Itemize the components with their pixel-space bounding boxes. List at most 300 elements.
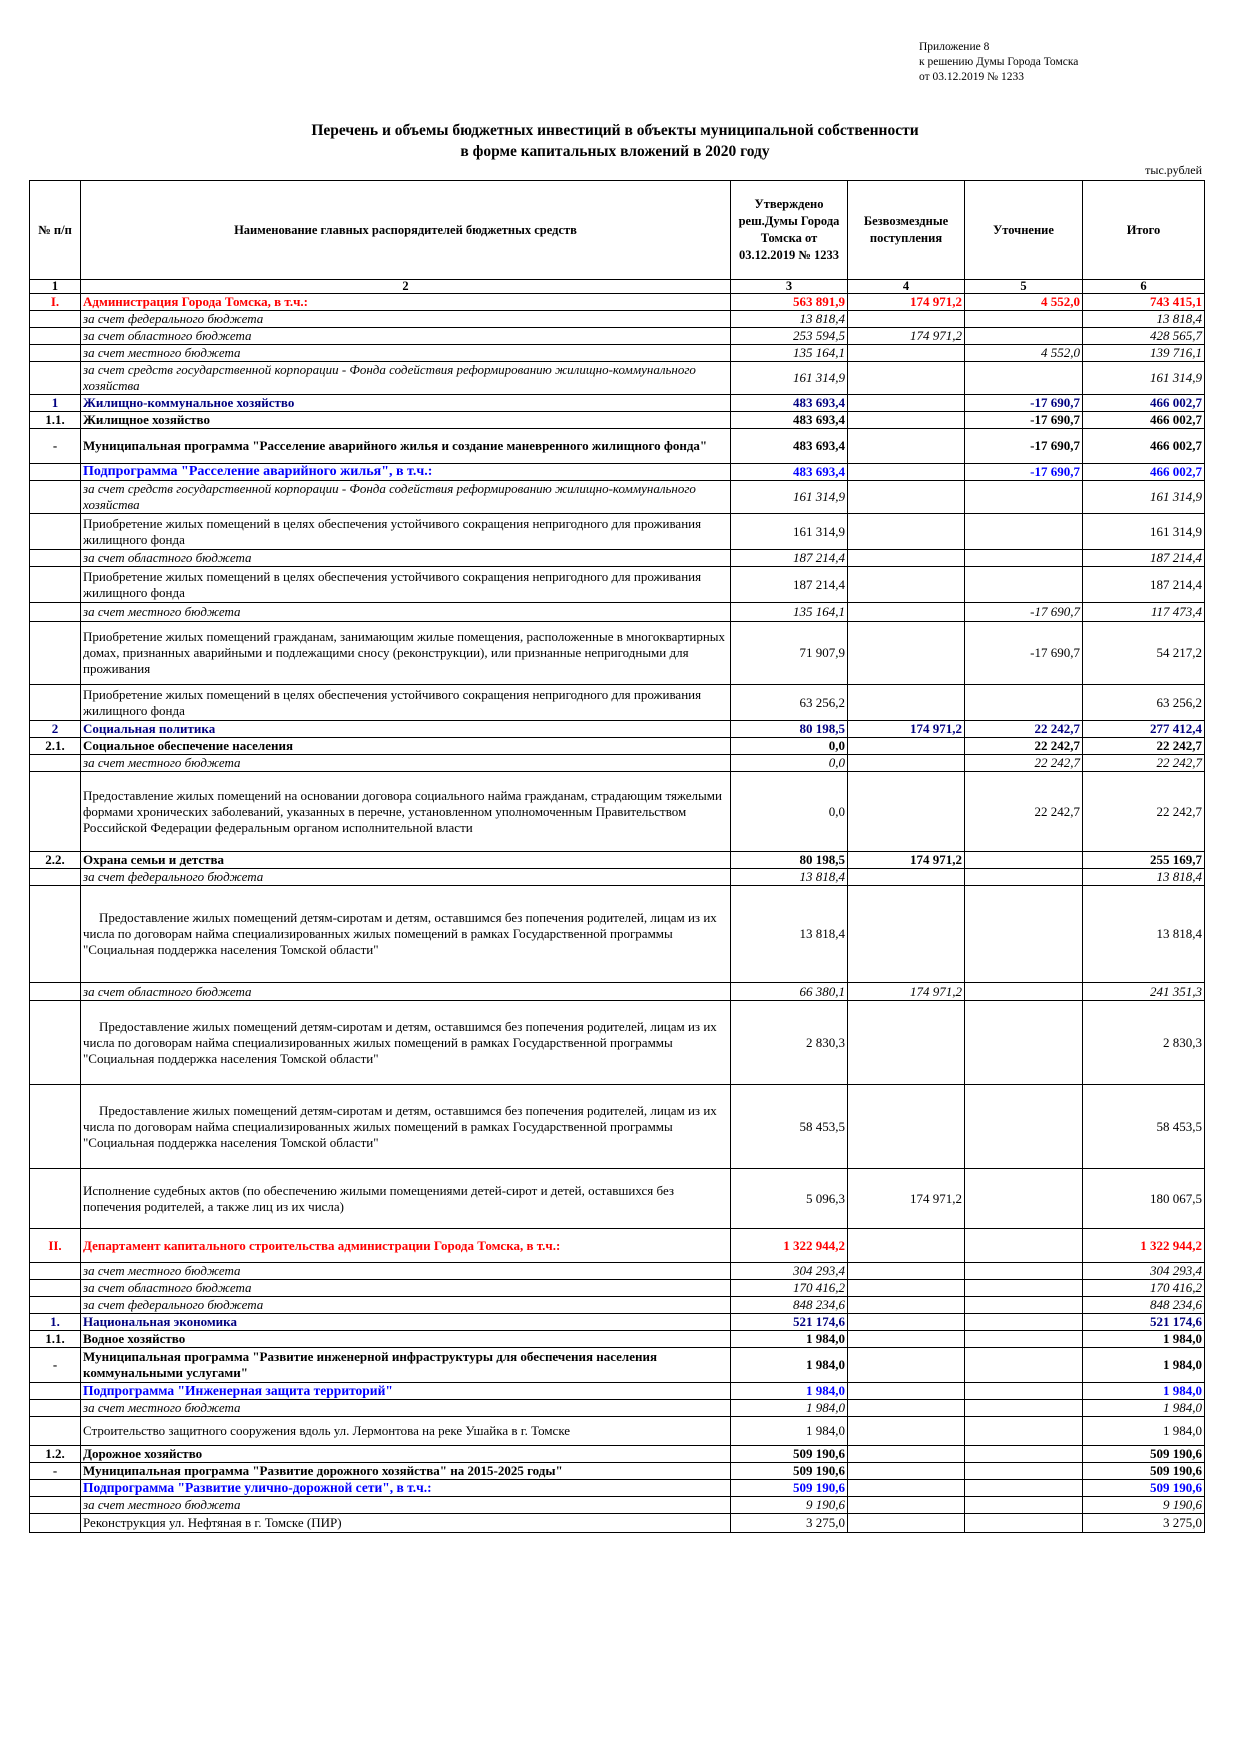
row-adjustment [965, 685, 1083, 721]
appendix-line-1: Приложение 8 [919, 41, 990, 53]
table-row [30, 869, 1205, 886]
table-row [30, 1331, 1205, 1348]
row-name: Приобретение жилых помещений в целях обеспечения устойчивого сокращения непригодного для проживания жилищного фонда [81, 685, 731, 721]
row-name: Предоставление жилых помещений на основании договора социального найма гражданам, страдающим тяжелыми формами хронических заболеваний, указанных в перечне, установленном уполномоченным Правительством Российской Федерации федеральным органом исполнительной власти [81, 772, 731, 852]
row-approved: 135 164,1 [731, 345, 848, 362]
row-adjustment: 22 242,7 [965, 755, 1083, 772]
column-number: 4 [848, 280, 965, 294]
row-approved: 13 818,4 [731, 869, 848, 886]
row-adjustment [965, 1348, 1083, 1383]
header-adjustment: Уточнение [965, 181, 1083, 280]
row-number [30, 755, 81, 772]
row-adjustment [965, 1331, 1083, 1348]
row-number [30, 1383, 81, 1400]
row-number [30, 1497, 81, 1514]
table-row [30, 294, 1205, 311]
row-name: Строительство защитного сооружения вдоль ул. Лермонтова на реке Ушайка в г. Томске [81, 1417, 731, 1446]
header-number: № п/п [30, 181, 81, 280]
table-row [30, 622, 1205, 685]
row-name: Предоставление жилых помещений детям-сиротам и детям, оставшимся без попечения родителей, лицам из их числа по договорам найма специализированных жилых помещений в рамках Государственной программы "Социальная поддержка населения Томской области" [81, 1001, 731, 1085]
column-number: 3 [731, 280, 848, 294]
row-name: Жилищно-коммунальное хозяйство [81, 395, 731, 412]
row-grants [848, 464, 965, 481]
row-grants [848, 514, 965, 550]
row-grants [848, 1280, 965, 1297]
row-grants: 174 971,2 [848, 294, 965, 311]
row-number [30, 311, 81, 328]
table-row [30, 1417, 1205, 1446]
row-number [30, 886, 81, 983]
row-approved: 58 453,5 [731, 1085, 848, 1169]
appendix-line-2: к решению Думы Города Томска [919, 56, 1079, 68]
table-row [30, 886, 1205, 983]
row-approved: 253 594,5 [731, 328, 848, 345]
units-label: тыс.рублей [1145, 163, 1202, 177]
row-total: 63 256,2 [1083, 685, 1205, 721]
row-grants [848, 603, 965, 622]
row-name: за счет средств государственной корпорации - Фонда содействия реформированию жилищно-коммунального хозяйства [81, 362, 731, 395]
row-name: за счет областного бюджета [81, 983, 731, 1001]
row-adjustment [965, 1480, 1083, 1497]
row-number: II. [30, 1229, 81, 1263]
row-name: за счет федерального бюджета [81, 869, 731, 886]
table-row [30, 1169, 1205, 1229]
row-adjustment [965, 311, 1083, 328]
row-approved: 521 174,6 [731, 1314, 848, 1331]
table-row [30, 852, 1205, 869]
row-name: за счет местного бюджета [81, 1497, 731, 1514]
row-grants [848, 685, 965, 721]
row-approved: 563 891,9 [731, 294, 848, 311]
row-name: Приобретение жилых помещений в целях обеспечения устойчивого сокращения непригодного для проживания жилищного фонда [81, 567, 731, 603]
table-row [30, 464, 1205, 481]
column-number: 5 [965, 280, 1083, 294]
row-adjustment [965, 1417, 1083, 1446]
row-number [30, 550, 81, 567]
row-approved: 848 234,6 [731, 1297, 848, 1314]
row-adjustment [965, 1446, 1083, 1463]
row-adjustment [965, 1263, 1083, 1280]
table-row [30, 1001, 1205, 1085]
row-grants [848, 1229, 965, 1263]
row-total: 743 415,1 [1083, 294, 1205, 311]
row-number [30, 328, 81, 345]
table-row [30, 362, 1205, 395]
row-number: 1.1. [30, 1331, 81, 1348]
row-total: 255 169,7 [1083, 852, 1205, 869]
row-number: 2.1. [30, 738, 81, 755]
table-body [30, 294, 1205, 1533]
row-approved: 509 190,6 [731, 1463, 848, 1480]
row-adjustment: -17 690,7 [965, 603, 1083, 622]
row-number [30, 1085, 81, 1169]
row-approved: 161 314,9 [731, 481, 848, 514]
row-number [30, 1417, 81, 1446]
row-adjustment [965, 1169, 1083, 1229]
row-name: за счет областного бюджета [81, 1280, 731, 1297]
row-adjustment [965, 1297, 1083, 1314]
row-grants: 174 971,2 [848, 852, 965, 869]
row-grants [848, 1263, 965, 1280]
row-grants: 174 971,2 [848, 721, 965, 738]
row-grants: 174 971,2 [848, 983, 965, 1001]
row-adjustment [965, 1497, 1083, 1514]
row-approved: 304 293,4 [731, 1263, 848, 1280]
row-approved: 63 256,2 [731, 685, 848, 721]
row-total: 9 190,6 [1083, 1497, 1205, 1514]
row-number: - [30, 1348, 81, 1383]
table-row [30, 1297, 1205, 1314]
row-number: 1.1. [30, 412, 81, 429]
row-grants [848, 1446, 965, 1463]
row-total: 161 314,9 [1083, 514, 1205, 550]
row-total: 180 067,5 [1083, 1169, 1205, 1229]
row-total: 187 214,4 [1083, 567, 1205, 603]
row-grants [848, 1331, 965, 1348]
row-approved: 1 984,0 [731, 1348, 848, 1383]
row-number [30, 345, 81, 362]
row-total: 13 818,4 [1083, 886, 1205, 983]
row-name: Реконструкция ул. Нефтяная в г. Томске (ПИР) [81, 1514, 731, 1533]
row-adjustment [965, 362, 1083, 395]
row-total: 466 002,7 [1083, 464, 1205, 481]
row-total: 509 190,6 [1083, 1446, 1205, 1463]
row-adjustment: -17 690,7 [965, 464, 1083, 481]
table-row [30, 311, 1205, 328]
row-name: за счет местного бюджета [81, 345, 731, 362]
table-row [30, 1446, 1205, 1463]
row-approved: 483 693,4 [731, 395, 848, 412]
row-adjustment: -17 690,7 [965, 395, 1083, 412]
row-total: 304 293,4 [1083, 1263, 1205, 1280]
row-number [30, 464, 81, 481]
row-total: 521 174,6 [1083, 1314, 1205, 1331]
table-row [30, 395, 1205, 412]
row-number: 1 [30, 395, 81, 412]
row-approved: 509 190,6 [731, 1446, 848, 1463]
table-row [30, 983, 1205, 1001]
row-name: за счет федерального бюджета [81, 311, 731, 328]
row-total: 187 214,4 [1083, 550, 1205, 567]
row-total: 1 322 944,2 [1083, 1229, 1205, 1263]
row-approved: 13 818,4 [731, 886, 848, 983]
row-approved: 187 214,4 [731, 567, 848, 603]
row-grants [848, 412, 965, 429]
row-total: 13 818,4 [1083, 311, 1205, 328]
title-line-2: в форме капитальных вложений в 2020 году [460, 143, 770, 160]
table-row [30, 567, 1205, 603]
row-name: Водное хозяйство [81, 1331, 731, 1348]
row-adjustment: -17 690,7 [965, 429, 1083, 464]
row-adjustment: 4 552,0 [965, 345, 1083, 362]
column-number: 2 [81, 280, 731, 294]
row-number: 1.2. [30, 1446, 81, 1463]
row-total: 3 275,0 [1083, 1514, 1205, 1533]
row-total: 22 242,7 [1083, 755, 1205, 772]
row-adjustment [965, 852, 1083, 869]
row-grants [848, 345, 965, 362]
row-approved: 80 198,5 [731, 721, 848, 738]
column-number-row [30, 280, 1205, 294]
row-approved: 161 314,9 [731, 362, 848, 395]
row-adjustment [965, 1463, 1083, 1480]
row-total: 241 351,3 [1083, 983, 1205, 1001]
row-name: за счет средств государственной корпорации - Фонда содействия реформированию жилищно-коммунального хозяйства [81, 481, 731, 514]
row-adjustment: -17 690,7 [965, 412, 1083, 429]
row-approved: 5 096,3 [731, 1169, 848, 1229]
row-approved: 3 275,0 [731, 1514, 848, 1533]
table-row [30, 772, 1205, 852]
appendix-note [919, 40, 1219, 85]
row-number [30, 514, 81, 550]
row-name: за счет местного бюджета [81, 1400, 731, 1417]
row-approved: 170 416,2 [731, 1280, 848, 1297]
row-total: 161 314,9 [1083, 362, 1205, 395]
row-grants: 174 971,2 [848, 328, 965, 345]
row-number [30, 869, 81, 886]
row-total: 1 984,0 [1083, 1331, 1205, 1348]
row-grants [848, 1314, 965, 1331]
table-row [30, 481, 1205, 514]
row-adjustment [965, 886, 1083, 983]
row-adjustment: 22 242,7 [965, 738, 1083, 755]
row-number: 1. [30, 1314, 81, 1331]
row-adjustment [965, 1001, 1083, 1085]
row-approved: 483 693,4 [731, 464, 848, 481]
row-total: 1 984,0 [1083, 1400, 1205, 1417]
row-name: Приобретение жилых помещений гражданам, занимающим жилые помещения, расположенные в многоквартирных домах, признанных аварийными и подлежащими сносу (реконструкции), или признанные непригодными для проживания [81, 622, 731, 685]
row-name: Дорожное хозяйство [81, 1446, 731, 1463]
row-name: Национальная экономика [81, 1314, 731, 1331]
row-number [30, 1280, 81, 1297]
row-approved: 0,0 [731, 772, 848, 852]
table-row [30, 1229, 1205, 1263]
row-grants [848, 1480, 965, 1497]
row-approved: 1 984,0 [731, 1400, 848, 1417]
row-name: Подпрограмма "Развитие улично-дорожной сети", в т.ч.: [81, 1480, 731, 1497]
row-total: 466 002,7 [1083, 395, 1205, 412]
row-total: 848 234,6 [1083, 1297, 1205, 1314]
row-adjustment: -17 690,7 [965, 622, 1083, 685]
header-approved: Утверждено реш.Думы Города Томска от 03.12.2019 № 1233 [731, 181, 848, 280]
column-number: 6 [1083, 280, 1205, 294]
row-grants [848, 772, 965, 852]
row-name: Охрана семьи и детства [81, 852, 731, 869]
row-number [30, 603, 81, 622]
table-row [30, 1314, 1205, 1331]
row-grants [848, 550, 965, 567]
table-row [30, 603, 1205, 622]
row-grants [848, 622, 965, 685]
row-adjustment [965, 567, 1083, 603]
row-number [30, 567, 81, 603]
row-total: 22 242,7 [1083, 738, 1205, 755]
row-approved: 2 830,3 [731, 1001, 848, 1085]
row-total: 466 002,7 [1083, 429, 1205, 464]
row-name: за счет областного бюджета [81, 550, 731, 567]
row-name: Социальное обеспечение населения [81, 738, 731, 755]
row-grants [848, 755, 965, 772]
row-grants [848, 481, 965, 514]
table-row [30, 412, 1205, 429]
table-row [30, 429, 1205, 464]
row-name: за счет местного бюджета [81, 1263, 731, 1280]
row-number: I. [30, 294, 81, 311]
row-adjustment [965, 869, 1083, 886]
row-number [30, 622, 81, 685]
row-name: Предоставление жилых помещений детям-сиротам и детям, оставшимся без попечения родителей, лицам из их числа по договорам найма специализированных жилых помещений в рамках Государственной программы "Социальная поддержка населения Томской области" [81, 886, 731, 983]
row-grants [848, 738, 965, 755]
table-row [30, 721, 1205, 738]
row-name: Муниципальная программа "Расселение аварийного жилья и создание маневренного жилищного фонда" [81, 429, 731, 464]
row-total: 58 453,5 [1083, 1085, 1205, 1169]
table-row [30, 685, 1205, 721]
row-number [30, 1297, 81, 1314]
row-grants [848, 1400, 965, 1417]
row-approved: 161 314,9 [731, 514, 848, 550]
table-row [30, 1348, 1205, 1383]
table-row [30, 1280, 1205, 1297]
row-total: 1 984,0 [1083, 1383, 1205, 1400]
table-row [30, 1383, 1205, 1400]
row-grants [848, 1297, 965, 1314]
row-adjustment [965, 1085, 1083, 1169]
column-number: 1 [30, 280, 81, 294]
row-name: за счет областного бюджета [81, 328, 731, 345]
row-adjustment [965, 1383, 1083, 1400]
row-number [30, 983, 81, 1001]
row-adjustment: 22 242,7 [965, 772, 1083, 852]
row-name: Жилищное хозяйство [81, 412, 731, 429]
row-adjustment [965, 1280, 1083, 1297]
row-approved: 1 984,0 [731, 1331, 848, 1348]
row-total: 277 412,4 [1083, 721, 1205, 738]
row-grants [848, 1497, 965, 1514]
row-total: 22 242,7 [1083, 772, 1205, 852]
row-grants [848, 1085, 965, 1169]
row-name: Подпрограмма "Инженерная защита территорий" [81, 1383, 731, 1400]
row-adjustment [965, 1229, 1083, 1263]
row-approved: 9 190,6 [731, 1497, 848, 1514]
row-adjustment [965, 481, 1083, 514]
row-grants [848, 429, 965, 464]
row-total: 466 002,7 [1083, 412, 1205, 429]
row-number [30, 1169, 81, 1229]
row-approved: 1 984,0 [731, 1383, 848, 1400]
row-grants [848, 1463, 965, 1480]
table-row [30, 345, 1205, 362]
table-row [30, 1085, 1205, 1169]
table-row [30, 738, 1205, 755]
row-total: 54 217,2 [1083, 622, 1205, 685]
header-name: Наименование главных распорядителей бюджетных средств [81, 181, 731, 280]
table-row [30, 755, 1205, 772]
row-grants [848, 886, 965, 983]
row-name: Подпрограмма "Расселение аварийного жилья", в т.ч.: [81, 464, 731, 481]
row-grants [848, 362, 965, 395]
row-adjustment [965, 1514, 1083, 1533]
row-name: за счет местного бюджета [81, 603, 731, 622]
row-total: 117 473,4 [1083, 603, 1205, 622]
row-name: Муниципальная программа "Развитие дорожного хозяйства" на 2015-2025 годы" [81, 1463, 731, 1480]
row-adjustment [965, 1314, 1083, 1331]
table-row [30, 1400, 1205, 1417]
header-grants: Безвозмездные поступления [848, 181, 965, 280]
row-name: Администрация Города Томска, в т.ч.: [81, 294, 731, 311]
row-approved: 187 214,4 [731, 550, 848, 567]
row-approved: 509 190,6 [731, 1480, 848, 1497]
row-approved: 135 164,1 [731, 603, 848, 622]
row-name: Предоставление жилых помещений детям-сиротам и детям, оставшимся без попечения родителей, лицам из их числа по договорам найма специализированных жилых помещений в рамках Государственной программы "Социальная поддержка населения Томской области" [81, 1085, 731, 1169]
row-grants [848, 395, 965, 412]
row-approved: 483 693,4 [731, 412, 848, 429]
row-adjustment [965, 514, 1083, 550]
row-total: 1 984,0 [1083, 1348, 1205, 1383]
table-row [30, 1480, 1205, 1497]
row-number [30, 481, 81, 514]
row-name: Муниципальная программа "Развитие инженерной инфраструктуры для обеспечения населения коммунальными услугами" [81, 1348, 731, 1383]
row-name: Социальная политика [81, 721, 731, 738]
row-number [30, 1001, 81, 1085]
table-row [30, 1514, 1205, 1533]
row-number [30, 362, 81, 395]
row-total: 2 830,3 [1083, 1001, 1205, 1085]
row-total: 161 314,9 [1083, 481, 1205, 514]
table-row [30, 1463, 1205, 1480]
row-grants [848, 1348, 965, 1383]
row-number [30, 1263, 81, 1280]
row-total: 170 416,2 [1083, 1280, 1205, 1297]
table-header-row [30, 181, 1205, 280]
row-grants: 174 971,2 [848, 1169, 965, 1229]
row-name: за счет местного бюджета [81, 755, 731, 772]
row-number: 2 [30, 721, 81, 738]
budget-table [29, 180, 1205, 1533]
row-grants [848, 1417, 965, 1446]
row-total: 509 190,6 [1083, 1480, 1205, 1497]
row-adjustment: 22 242,7 [965, 721, 1083, 738]
row-grants [848, 1514, 965, 1533]
row-name: Приобретение жилых помещений в целях обеспечения устойчивого сокращения непригодного для проживания жилищного фонда [81, 514, 731, 550]
row-grants [848, 311, 965, 328]
row-number [30, 685, 81, 721]
row-approved: 1 322 944,2 [731, 1229, 848, 1263]
row-number [30, 1400, 81, 1417]
table-row [30, 1263, 1205, 1280]
appendix-line-3: от 03.12.2019 № 1233 [919, 71, 1024, 83]
title-line-1: Перечень и объемы бюджетных инвестиций в объекты муниципальной собственности [311, 122, 919, 139]
table-row [30, 514, 1205, 550]
row-grants [848, 1001, 965, 1085]
row-number [30, 1514, 81, 1533]
row-name: Департамент капитального строительства администрации Города Томска, в т.ч.: [81, 1229, 731, 1263]
row-adjustment: 4 552,0 [965, 294, 1083, 311]
row-approved: 1 984,0 [731, 1417, 848, 1446]
row-total: 1 984,0 [1083, 1417, 1205, 1446]
row-total: 139 716,1 [1083, 345, 1205, 362]
row-adjustment [965, 328, 1083, 345]
row-grants [848, 869, 965, 886]
row-total: 428 565,7 [1083, 328, 1205, 345]
row-approved: 71 907,9 [731, 622, 848, 685]
row-approved: 80 198,5 [731, 852, 848, 869]
table-row [30, 1497, 1205, 1514]
row-adjustment [965, 1400, 1083, 1417]
row-adjustment [965, 550, 1083, 567]
row-approved: 0,0 [731, 755, 848, 772]
row-grants [848, 567, 965, 603]
row-approved: 483 693,4 [731, 429, 848, 464]
